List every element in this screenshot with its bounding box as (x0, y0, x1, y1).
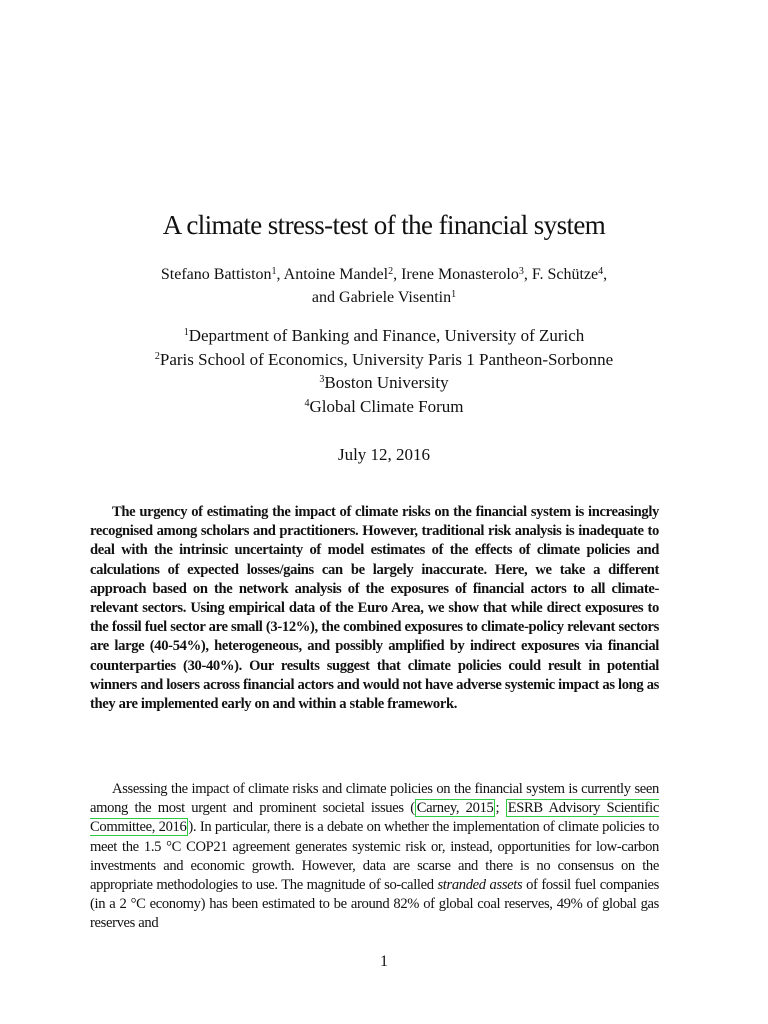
citation-link[interactable]: Carney, 2015 (416, 800, 494, 817)
affiliation: $^4$Global Climate Forum (304, 396, 464, 416)
author-line-2: and Gabriele Visentin$^1$ (311, 289, 457, 306)
affiliation: $^1$Department of Banking and Finance, University of Zurich (183, 326, 585, 345)
author: Stefano Battiston$^1$, (160, 266, 284, 283)
paper-date: July 12, 2016 (337, 445, 431, 464)
affiliation-list (0, 324, 768, 418)
paper-title: A climate stress-test of the financial system (162, 210, 606, 240)
author: F. Schütze$^4$, (531, 266, 608, 283)
affiliation: $^2$Paris School of Economics, University Paris 1 Pantheon-Sorbonne (154, 349, 614, 369)
page-number: 1 (380, 953, 388, 970)
author-list (0, 263, 768, 309)
author: Antoine Mandel$^2$, (283, 266, 402, 283)
abstract: The urgency of estimating the impact of climate risks on the financial system is increasingly recognised among scholars and practitioners. However, traditional risk analysis is inadequate to deal with the intrinsic uncertainty of model estimates of the effects of climate policies and calculations of expected losses/gains can be largely inaccurate. Here, we take a different approach based on the network analysis of the exposures of financial actors to all climate-relevant sectors. Using empirical data of the Euro Area, we show that while direct exposures to the fossil fuel sector are small (3-12%), the combined exposures to climate-policy relevant sectors are large (40-54%), heterogeneous, and possibly amplified by indirect exposures via financial counterparties (30-40%). Our results suggest that climate policies could result in potential winners and losers across financial actors and would not have adverse systemic impact as long as they are implemented early on and within a stable framework. (90, 504, 659, 713)
emphasis-term: stranded assets (437, 877, 523, 894)
author: Gabriele Visentin (339, 289, 452, 306)
affiliation: $^3$Boston University (319, 373, 449, 392)
author: Irene Monasterolo$^3$, (401, 266, 532, 283)
author-line-1 (0, 263, 768, 286)
citation-link[interactable]: ESRB Advisory Scientific Committee, 2016 (90, 800, 659, 836)
body-paragraph: Assessing the impact of climate risks and climate policies on the financial system is currently seen among the most urgent and prominent societal issues ( Carney, 2015 ; ESRB Advisory Scientific Committee, 2016 ). In particular, there is a debate on whether the implementation of climate policies to meet the 1.5 °C COP21 agreement generates systemic risk or, instead, opportunities for low-carbon investments and economic growth. However, data are scarse and there is no consensus on the appropriate methodologies to use. The magnitude of so-called stranded assets of fossil fuel companies (in a 2 °C economy) has been estimated to be around 82% of global coal reserves, 49% of global gas reserves and (90, 781, 660, 932)
